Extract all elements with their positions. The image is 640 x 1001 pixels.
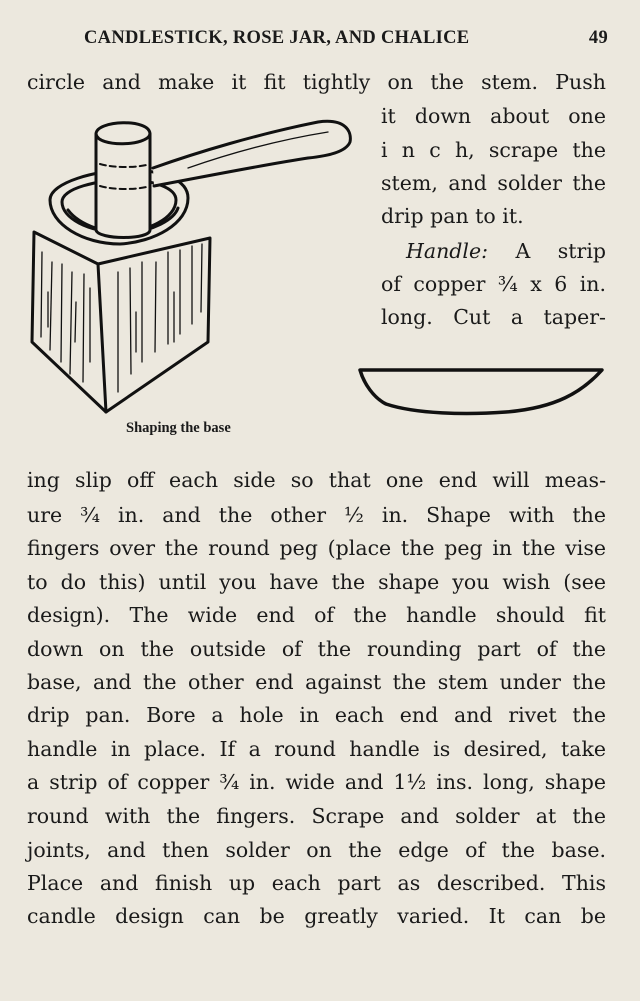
text-line: candle design can be greatly varied. It can be [27, 904, 606, 928]
text-line: ing slip off each side so that one end will meas- [27, 468, 606, 492]
chapter-title: CANDLESTICK, ROSE JAR, AND CHALICE [84, 28, 470, 48]
text-line: long. Cut a taper- [381, 305, 606, 329]
text-line: ure ¾ in. and the other ½ in. Shape with the [27, 503, 606, 527]
text-line: stem, and solder the [381, 171, 606, 195]
text-line: fingers over the round peg (place the peg in the vise [27, 536, 606, 560]
text-line: drip pan to it. [381, 204, 524, 228]
text-line: Place and finish up each part as described. This [27, 871, 606, 895]
handle-paragraph-first-line [406, 241, 606, 262]
text-line: design). The wide end of the handle should fit [27, 603, 606, 627]
text-line: i n c h, scrape the [381, 138, 606, 162]
mallet-on-block-illustration [28, 112, 358, 414]
running-head [84, 28, 608, 49]
text-line: handle in place. If a round handle is desired, take [27, 737, 606, 761]
text-line: joints, and then solder on the edge of the base. [27, 838, 606, 862]
text-line: of copper ¾ x 6 in. [381, 272, 606, 296]
text-line: down on the outside of the rounding part of the [27, 637, 606, 661]
handle-label: Handle: [406, 239, 489, 263]
text-line: drip pan. Bore a hole in each end and rivet the [27, 703, 606, 727]
text-line: round with the fingers. Scrape and solder at the [27, 804, 606, 828]
text-line: it down about one [381, 104, 606, 128]
drip-pan-profile-illustration [356, 362, 608, 422]
text-line: a strip of copper ¾ in. wide and 1½ ins. long, shape [27, 770, 606, 794]
page-number: 49 [588, 28, 608, 48]
text-line: base, and the other end against the stem under the [27, 670, 606, 694]
figure-caption: Shaping the base [126, 420, 231, 436]
text-line: circle and make it fit tightly on the stem. Push [27, 70, 606, 94]
text-line: to do this) until you have the shape you wish (see [27, 570, 606, 594]
handle-text: A strip [515, 239, 606, 263]
